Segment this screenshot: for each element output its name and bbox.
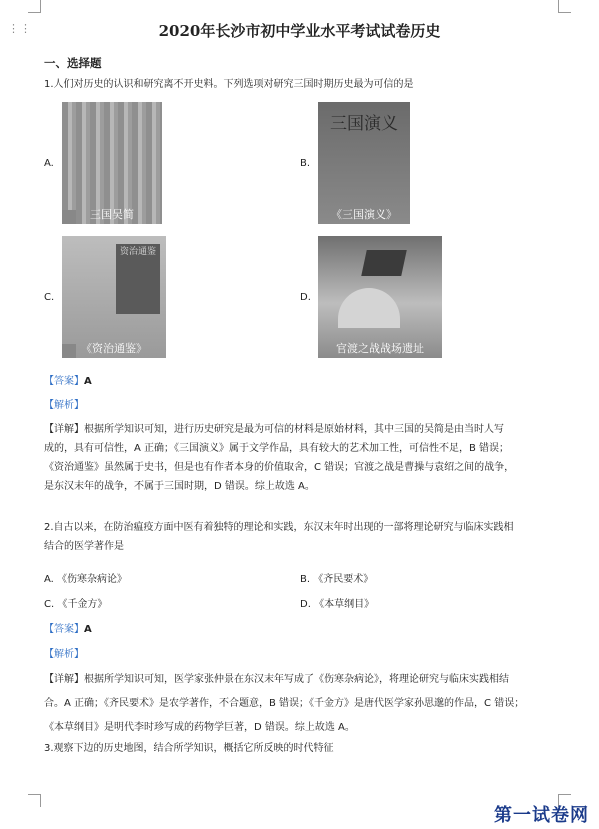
q2-analysis-tag: 【解析】 <box>44 649 84 660</box>
drag-handle-icon[interactable]: ⋮⋮ <box>8 22 32 35</box>
q2-option-c: C. 《千金方》 <box>44 599 108 610</box>
q1-option-b-label: B. <box>300 158 311 169</box>
watermark-logo: 第一试卷网 <box>494 805 589 826</box>
q1-analysis-tag: 【解析】 <box>44 400 84 411</box>
flag-icon <box>361 250 407 276</box>
page-title: 2020年长沙市初中学业水平考试试卷历史 <box>158 22 441 40</box>
yurt-icon <box>338 288 400 328</box>
q1-option-d-label: D. <box>300 292 311 303</box>
q1-option-a-image <box>62 102 162 224</box>
q2-answer: 【答案】A <box>44 624 92 635</box>
section-heading: 一、选择题 <box>44 56 102 70</box>
q1-stem: 1.人们对历史的认识和研究离不开史料。下列选项对研究三国时期历史最为可信的是 <box>44 79 414 90</box>
q1-option-c-book-cover: 资治通鉴 <box>116 244 160 314</box>
q1-detail: 【详解】根据所学知识可知，进行历史研究是最为可信的材料是原始材料，其中三国的吴简是由当时人写 成的，具有可信性，A 正确；《三国演义》属于文学作品，具有较大的艺术加工性，可信性不足，B 错误； 《资治通鉴》虽然属于史书，但是也有作者本身的价值取舍，C 错误；官渡之战是曹操与袁绍之间的战争， 是东汉末年的战争，不属于三国时期，D 错误。综上故选 A。 <box>44 424 515 492</box>
q3-stem: 3.观察下边的历史地图，结合所学知识，概括它所反映的时代特征 <box>44 743 334 754</box>
q1-option-d-caption: 官渡之战战场遗址 <box>336 342 424 355</box>
q1-option-b-caption: 《三国演义》 <box>331 208 397 221</box>
q2-option-b: B. 《齐民要术》 <box>300 574 374 585</box>
q2-option-d: D. 《本草纲目》 <box>300 599 375 610</box>
q2-detail: 【详解】根据所学知识可知，医学家张仲景在东汉末年写成了《伤寒杂病论》，将理论研究与临床实践相结 合。A 正确；《齐民要术》是农学著作，不合题意，B 错误；《千金方》是唐代医学家孙思邈的作品，C 错误； 《本草纲目》是明代李时珍写成的药物学巨著，D 错误。综上故选 A。 <box>44 674 525 733</box>
q1-option-d-image <box>318 236 442 358</box>
q1-option-c-image <box>62 236 166 358</box>
q2-stem: 2.自古以来，在防治瘟疫方面中医有着独特的理论和实践，东汉末年时出现的一部将理论研究与临床实践相 结合的医学著作是 <box>44 522 514 552</box>
q1-option-a-caption: 三国吴简 <box>90 208 134 221</box>
q1-option-b-cover-text: 三国演义 <box>330 114 398 134</box>
q1-option-a-label: A. <box>44 158 54 169</box>
q1-option-c-caption: 《资治通鉴》 <box>81 342 147 355</box>
q1-option-c-label: C. <box>44 292 55 303</box>
q1-option-b-image <box>318 102 410 224</box>
page-corner-mark <box>28 794 41 807</box>
page-corner-mark <box>28 0 41 13</box>
page-corner-mark <box>558 0 571 13</box>
q2-option-a: A. 《伤寒杂病论》 <box>44 574 128 585</box>
q1-answer: 【答案】A <box>44 376 92 387</box>
